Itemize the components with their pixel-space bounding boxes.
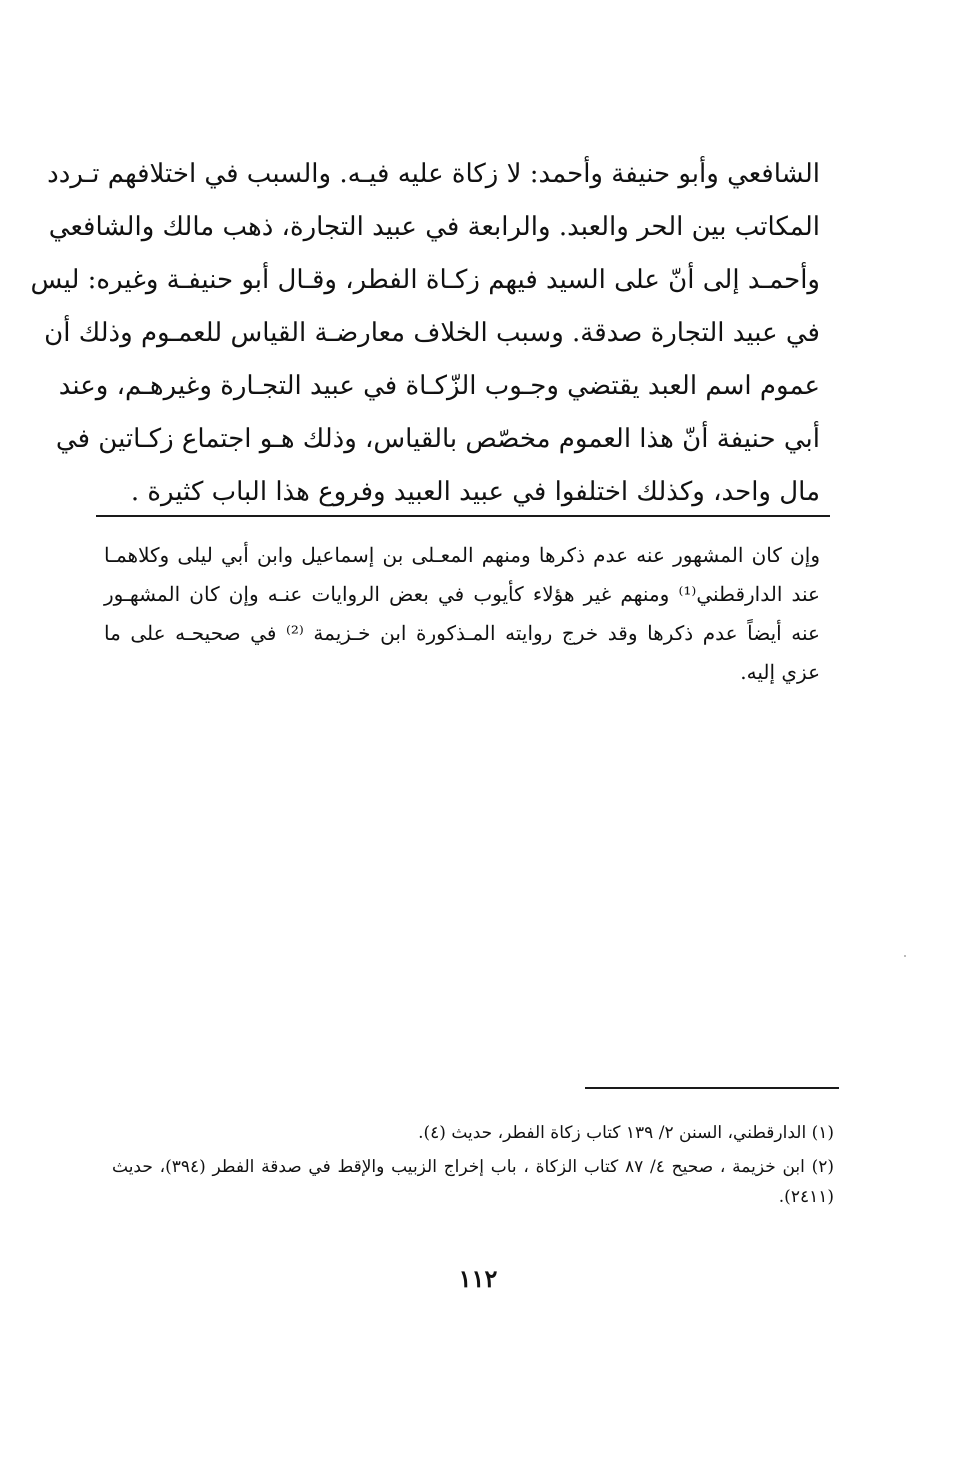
- footnote-2-continuation: (٢٤١١).: [778, 1187, 834, 1207]
- page-number: ١١٢: [458, 1264, 498, 1293]
- footnote-separator: [585, 1087, 839, 1089]
- commentary-block: [104, 536, 820, 692]
- main-text-line: أبي حنيفة أنّ هذا العموم مخصّص بالقياس، وذلك هـو اجتماع زكـاتين في: [55, 424, 820, 454]
- main-text-line: مال واحد، وكذلك اختلفوا في عبيد العبيد وفروع هذا الباب كثيرة .: [130, 477, 820, 507]
- main-text-line: الشافعي وأبو حنيفة وأحمد: لا زكاة عليه فيـه. والسبب في اختلافهم تـردد: [47, 159, 820, 189]
- commentary-line: وإن كان المشهور عنه عدم ذكرها ومنهم المعـلى بن إسماعيل وابن أبي ليلى وكلاهمـا: [104, 543, 820, 567]
- footnotes-block: [112, 1118, 834, 1212]
- main-text-line: المكاتب بين الحر والعبد. والرابعة في عبيد التجارة، ذهب مالك والشافعي: [48, 212, 820, 242]
- scan-speck: [904, 955, 906, 957]
- main-text-line: في عبيد التجارة صدقة. وسبب الخلاف معارضـة القياس للعمـوم وذلك أن: [44, 318, 820, 348]
- commentary-line: عنه أيضاً عدم ذكرها وقد خرج روايته المـذكورة ابن خـزيمة ⁽²⁾ في صحيحـه على ما: [104, 621, 820, 645]
- footnote-1: (١) الدارقطني، السنن ٢/ ١٣٩ كتاب زكاة الفطر، حديث (٤).: [418, 1123, 834, 1143]
- commentary-line: عزي إليه.: [740, 660, 820, 684]
- main-text-line: عموم اسم العبد يقتضي وجـوب الزّكـاة في عبيد التجـارة وغيرهـم، وعند: [58, 371, 820, 401]
- main-text-line: وأحمـد إلى أنّ على السيد فيهم زكـاة الفطر، وقـال أبو حنيفـة وغيره: ليس: [30, 265, 820, 295]
- main-text-block: [30, 148, 820, 519]
- commentary-separator: [96, 515, 830, 517]
- footnote-2: (٢) ابن خزيمة ، صحيح ٤/ ٨٧ كتاب الزكاة ، باب إخراج الزبيب والإقط في صدقة الفطر (٣٩٤)، حديث: [112, 1157, 835, 1177]
- commentary-line: عند الدارقطني⁽¹⁾ ومنهم غير هؤلاء كأيوب في بعض الروايات عنـه وإن كان المشهـور: [104, 582, 820, 606]
